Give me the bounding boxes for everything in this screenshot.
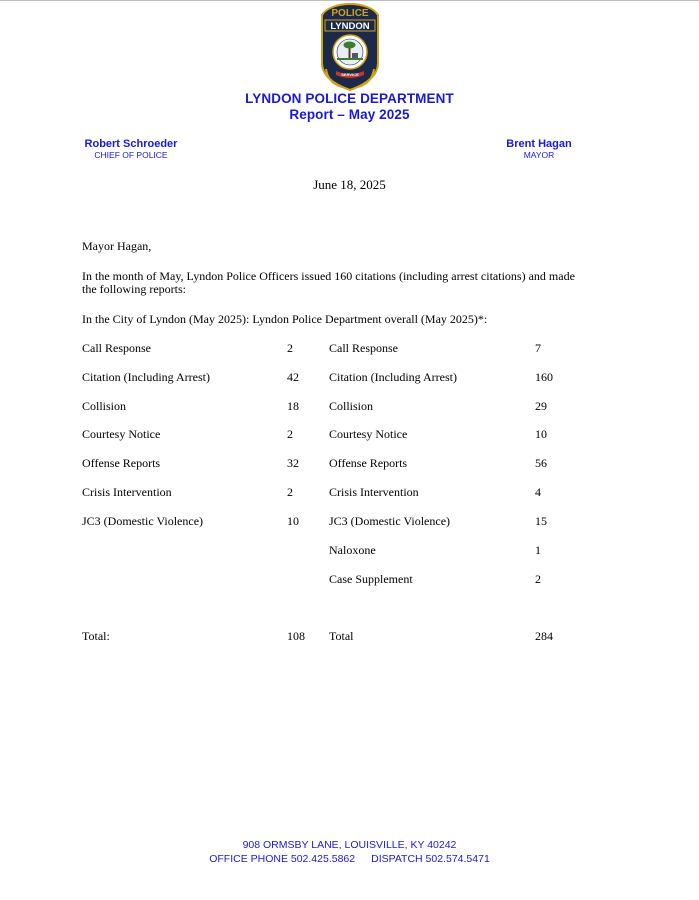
overall-stat-value: 2 <box>535 572 541 586</box>
salutation: Mayor Hagan, <box>82 239 152 253</box>
city-stat-label: Courtesy Notice <box>82 427 161 441</box>
page-top-border <box>0 0 699 1</box>
overall-stat-value: 4 <box>535 485 541 499</box>
city-stat-value: 32 <box>287 456 299 470</box>
overall-stat-label: Call Response <box>329 341 398 355</box>
chief-title: CHIEF OF POLICE <box>94 150 168 160</box>
city-stat-label: Collision <box>82 399 127 413</box>
overall-stat-label: Naloxone <box>329 543 376 557</box>
overall-stat-value: 1 <box>535 543 541 557</box>
city-stat-label: Call Response <box>82 341 151 355</box>
police-badge-logo <box>318 3 382 93</box>
footer-address: 908 ORMSBY LANE, LOUISVILLE, KY 40242 <box>242 839 457 851</box>
overall-stat-label: JC3 (Domestic Violence) <box>329 514 451 528</box>
city-stat-value: 18 <box>287 399 299 413</box>
overall-total-value: 284 <box>535 629 553 643</box>
city-stat-label: Offense Reports <box>82 456 161 470</box>
mayor-block <box>495 138 583 161</box>
footer-dispatch-phone: DISPATCH 502.574.5471 <box>371 853 490 865</box>
city-stat-value: 2 <box>287 485 293 499</box>
report-title: Report – May 2025 <box>289 107 410 122</box>
overall-stat-label: Offense Reports <box>329 456 408 470</box>
svg-text:POLICE: POLICE <box>331 8 369 19</box>
overall-stat-label: Case Supplement <box>329 572 413 586</box>
overall-stat-label: Collision <box>329 399 374 413</box>
intro-line-1: In the month of May, Lyndon Police Officers issued 160 citations (including arrest citations) and made <box>82 269 575 283</box>
overall-stat-label: Citation (Including Arrest) <box>329 370 457 384</box>
footer-office-phone: OFFICE PHONE 502.425.5862 <box>209 853 356 865</box>
overall-stat-value: 15 <box>535 514 547 528</box>
svg-text:SERVICE: SERVICE <box>341 72 359 77</box>
overall-stat-label: Crisis Intervention <box>329 485 419 499</box>
city-stat-value: 42 <box>287 370 299 384</box>
department-title: LYNDON POLICE DEPARTMENT <box>245 91 454 106</box>
city-total-value: 108 <box>287 629 305 643</box>
letter-date: June 18, 2025 <box>313 177 386 192</box>
overall-stat-value: 7 <box>535 341 541 355</box>
chief-name: Robert Schroeder <box>84 138 178 150</box>
mayor-name: Brent Hagan <box>506 138 572 150</box>
chief-of-police-block <box>75 138 187 161</box>
footer-phones <box>0 853 699 866</box>
city-stat-label: JC3 (Domestic Violence) <box>82 514 204 528</box>
overall-total-label: Total <box>329 629 354 643</box>
city-stat-label: Crisis Intervention <box>82 485 172 499</box>
intro-line-2: the following reports: <box>82 282 186 296</box>
overall-stat-value: 160 <box>535 370 553 384</box>
overall-stat-value: 10 <box>535 427 547 441</box>
overall-stat-label: Courtesy Notice <box>329 427 408 441</box>
city-stat-label: Citation (Including Arrest) <box>82 370 210 384</box>
city-stat-value: 2 <box>287 427 293 441</box>
city-stat-value: 10 <box>287 514 299 528</box>
city-total-label: Total: <box>82 629 110 643</box>
overall-stat-value: 56 <box>535 456 547 470</box>
mayor-title: MAYOR <box>523 150 555 160</box>
city-stat-value: 2 <box>287 341 293 355</box>
svg-text:LYNDON: LYNDON <box>330 21 370 32</box>
stats-intro: In the City of Lyndon (May 2025): Lyndon Police Department overall (May 2025)*: <box>82 312 488 326</box>
intro-paragraph <box>82 270 622 296</box>
overall-stat-value: 29 <box>535 399 547 413</box>
